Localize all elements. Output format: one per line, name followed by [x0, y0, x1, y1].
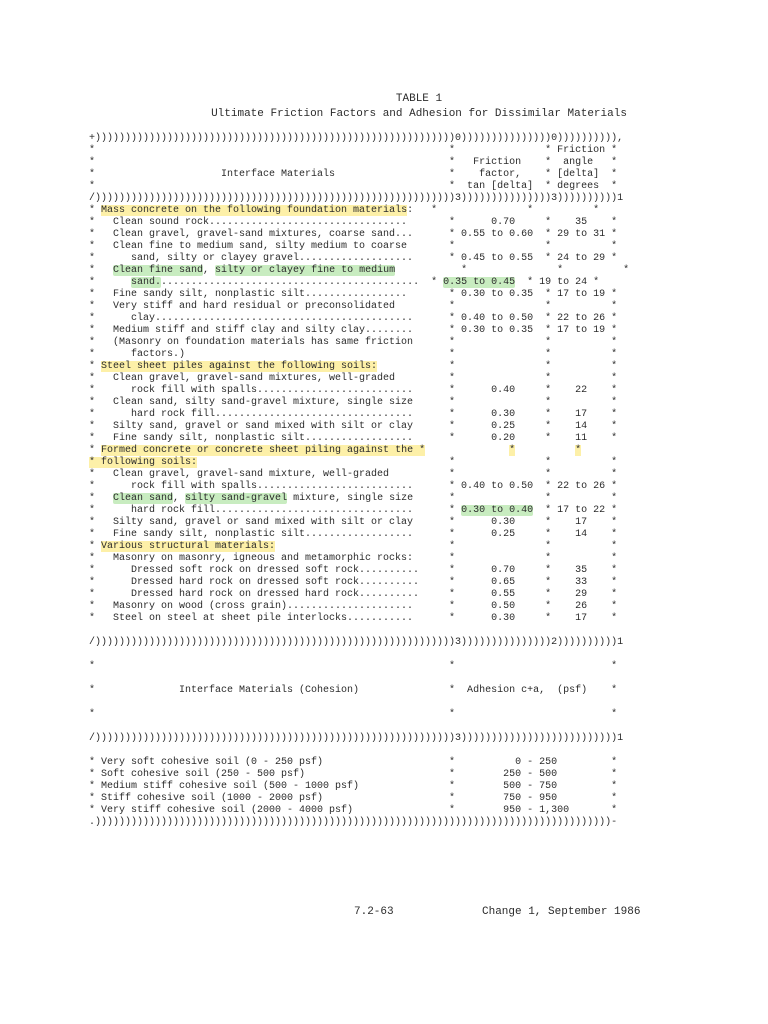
change-note: Change 1, September 1986	[482, 906, 641, 918]
table-line	[89, 637, 649, 649]
line-text: * Clean gravel, gravel-sand mixture, well-graded * * *	[89, 469, 618, 480]
table-line	[89, 217, 649, 229]
highlighted-text: * following soils:	[89, 457, 198, 468]
line-text: ,	[203, 265, 216, 276]
line-text: * * Friction * angle *	[89, 157, 618, 168]
line-text: * Very stiff cohesive soil (2000 - 4000 psf) * 950 - 1,300 *	[89, 805, 618, 816]
line-text: * Fine sandy silt, nonplastic silt.................. * 0.20 * 11 *	[89, 433, 618, 444]
highlighted-text: Formed concrete or concrete sheet piling against the *	[101, 445, 426, 456]
table-line	[89, 397, 649, 409]
highlighted-text: *	[575, 445, 582, 456]
table-line	[89, 817, 649, 829]
table-line	[89, 289, 649, 301]
table-line	[89, 241, 649, 253]
line-text: * Clean gravel, gravel-sand mixtures, coarse sand... * 0.55 to 0.60 * 29 to 31 *	[89, 229, 618, 240]
line-text: *	[89, 265, 114, 276]
table-line	[89, 493, 649, 505]
line-text: ,	[173, 493, 186, 504]
line-text: * Fine sandy silt, nonplastic silt.................. * 0.25 * 14 *	[89, 529, 618, 540]
table-line	[89, 229, 649, 241]
table-line	[89, 757, 649, 769]
line-text: * Clean sand, silty sand-gravel mixture, single size * * *	[89, 397, 618, 408]
line-text: /))))))))))))))))))))))))))))))))))))))))))))))))))))))))))))3)))))))))))))))2))))))))))1	[89, 637, 624, 648]
line-text: * * *	[89, 709, 618, 720]
line-text: * Silty sand, gravel or sand mixed with silt or clay * 0.30 * 17 *	[89, 517, 618, 528]
line-text	[89, 625, 95, 636]
table-title: Ultimate Friction Factors and Adhesion for Dissimilar Materials	[211, 108, 627, 120]
highlighted-text: Clean sand	[113, 493, 174, 504]
table-line	[89, 265, 649, 277]
line-text: *	[89, 445, 102, 456]
table-line	[89, 349, 649, 361]
highlighted-text: sand.	[131, 277, 162, 288]
table-line	[89, 565, 649, 577]
table-line	[89, 721, 649, 733]
line-text: * Interface Materials * factor, * [delta] *	[89, 169, 618, 180]
highlighted-text: Mass concrete on the following foundation materials	[101, 205, 408, 216]
table-line	[89, 589, 649, 601]
line-text: * Very stiff and hard residual or preconsolidated * * *	[89, 301, 618, 312]
line-text: * Dressed soft rock on dressed soft rock.......... * 0.70 * 35 *	[89, 565, 618, 576]
table-line	[89, 805, 649, 817]
line-text: * * *	[89, 661, 618, 672]
line-text: * 19 to 24 *	[515, 277, 600, 288]
table-line	[89, 613, 649, 625]
line-text: * Clean sound rock................................. * 0.70 * 35 *	[89, 217, 618, 228]
table-line	[89, 541, 649, 553]
table-line	[89, 277, 649, 289]
table-line	[89, 433, 649, 445]
line-text: * * tan [delta] * degrees *	[89, 181, 618, 192]
line-text	[89, 673, 95, 684]
line-text: * Medium stiff cohesive soil (500 - 1000 psf) * 500 - 750 *	[89, 781, 618, 792]
table-line	[89, 337, 649, 349]
table-line	[89, 529, 649, 541]
line-text: +))))))))))))))))))))))))))))))))))))))))))))))))))))))))))))0)))))))))))))))0)))))))))),	[89, 133, 624, 144]
table-line	[89, 421, 649, 433]
table-line	[89, 445, 649, 457]
page-number: 7.2-63	[354, 906, 394, 918]
table-line	[89, 481, 649, 493]
line-text: * factors.) * * *	[89, 349, 618, 360]
friction-adhesion-table	[89, 133, 649, 829]
table-line	[89, 577, 649, 589]
line-text: *	[89, 205, 102, 216]
line-text: * 17 to 22 *	[533, 505, 618, 516]
line-text: * Medium stiff and stiff clay and silty clay........ * 0.30 to 0.35 * 17 to 19 *	[89, 325, 618, 336]
line-text: * * *	[395, 265, 630, 276]
table-line	[89, 697, 649, 709]
line-text: *	[89, 541, 102, 552]
line-text: * rock fill with spalls.......................... * 0.40 to 0.50 * 22 to 26 *	[89, 481, 618, 492]
line-text	[425, 445, 509, 456]
line-text: * Clean fine to medium sand, silty medium to coarse * * *	[89, 241, 618, 252]
table-line	[89, 325, 649, 337]
line-text: * rock fill with spalls.......................... * 0.40 * 22 *	[89, 385, 618, 396]
table-line	[89, 145, 649, 157]
table-line	[89, 733, 649, 745]
line-text: * Dressed hard rock on dressed soft rock.......... * 0.65 * 33 *	[89, 577, 618, 588]
table-line	[89, 469, 649, 481]
table-line	[89, 649, 649, 661]
highlighted-text: *	[509, 445, 516, 456]
line-text: .))))))))))))))))))))))))))))))))))))))))))))))))))))))))))))))))))))))))))))))))))))))-	[89, 817, 618, 828]
line-text: : * * *	[407, 205, 600, 216]
table-line	[89, 601, 649, 613]
table-line	[89, 745, 649, 757]
line-text: * * *	[197, 457, 618, 468]
line-text: * * *	[377, 361, 618, 372]
line-text: * Masonry on wood (cross grain)..................... * 0.50 * 26 *	[89, 601, 618, 612]
table-line	[89, 709, 649, 721]
line-text: * (Masonry on foundation materials has same friction * * *	[89, 337, 618, 348]
line-text: * * *	[275, 541, 618, 552]
highlighted-text: 0.35 to 0.45	[443, 277, 516, 288]
table-line	[89, 133, 649, 145]
table-line	[89, 301, 649, 313]
table-line	[89, 409, 649, 421]
line-text	[89, 745, 95, 756]
line-text: * Fine sandy silt, nonplastic silt................. * 0.30 to 0.35 * 17 to 19 *	[89, 289, 618, 300]
table-line	[89, 385, 649, 397]
table-line	[89, 781, 649, 793]
table-line	[89, 505, 649, 517]
line-text: *	[89, 493, 114, 504]
line-text: * Very soft cohesive soil (0 - 250 psf) * 0 - 250 *	[89, 757, 618, 768]
line-text: * hard rock fill................................. * 0.30 * 17 *	[89, 409, 618, 420]
table-line	[89, 313, 649, 325]
line-text: * Steel on steel at sheet pile interlocks........... * 0.30 * 17 *	[89, 613, 618, 624]
table-line	[89, 373, 649, 385]
line-text: * clay........................................... * 0.40 to 0.50 * 22 to 26 *	[89, 313, 618, 324]
line-text: * Interface Materials (Cohesion) * Adhesion c+a, (psf) *	[89, 685, 618, 696]
line-text	[89, 697, 95, 708]
highlighted-text: Clean fine sand	[113, 265, 204, 276]
line-text: *	[89, 277, 132, 288]
line-text: ........................................... *	[161, 277, 444, 288]
line-text: * Silty sand, gravel or sand mixed with silt or clay * 0.25 * 14 *	[89, 421, 618, 432]
table-line	[89, 553, 649, 565]
table-line	[89, 205, 649, 217]
table-line	[89, 457, 649, 469]
table-line	[89, 157, 649, 169]
line-text: * sand, silty or clayey gravel................... * 0.45 to 0.55 * 24 to 29 *	[89, 253, 618, 264]
table-line	[89, 793, 649, 805]
table-line	[89, 169, 649, 181]
line-text: * * * Friction *	[89, 145, 618, 156]
table-line	[89, 181, 649, 193]
line-text: * Dressed hard rock on dressed hard rock.......... * 0.55 * 29 *	[89, 589, 618, 600]
table-line	[89, 625, 649, 637]
highlighted-text: silty or clayey fine to medium	[215, 265, 396, 276]
table-line	[89, 253, 649, 265]
table-line	[89, 769, 649, 781]
table-line	[89, 685, 649, 697]
line-text: * Clean gravel, gravel-sand mixtures, well-graded * * *	[89, 373, 618, 384]
line-text	[515, 445, 575, 456]
highlighted-text: Steel sheet piles against the following soils:	[101, 361, 378, 372]
line-text	[89, 649, 95, 660]
line-text: *	[89, 361, 102, 372]
highlighted-text: silty sand-gravel	[185, 493, 288, 504]
highlighted-text: 0.30 to 0.40	[461, 505, 534, 516]
table-line	[89, 673, 649, 685]
line-text: mixture, single size * * *	[287, 493, 618, 504]
line-text: /))))))))))))))))))))))))))))))))))))))))))))))))))))))))))))3)))))))))))))))3))))))))))1	[89, 193, 624, 204]
table-line	[89, 517, 649, 529]
table-number: TABLE 1	[395, 93, 443, 105]
table-line	[89, 361, 649, 373]
table-line	[89, 661, 649, 673]
line-text: * hard rock fill................................. *	[89, 505, 462, 516]
table-line	[89, 193, 649, 205]
line-text: * Masonry on masonry, igneous and metamorphic rocks: * * *	[89, 553, 618, 564]
line-text: * Soft cohesive soil (250 - 500 psf) * 250 - 500 *	[89, 769, 618, 780]
line-text: * Stiff cohesive soil (1000 - 2000 psf) * 750 - 950 *	[89, 793, 618, 804]
line-text	[89, 721, 95, 732]
highlighted-text: Various structural materials:	[101, 541, 276, 552]
line-text: /))))))))))))))))))))))))))))))))))))))))))))))))))))))))))))3))))))))))))))))))))))))))1	[89, 733, 624, 744]
